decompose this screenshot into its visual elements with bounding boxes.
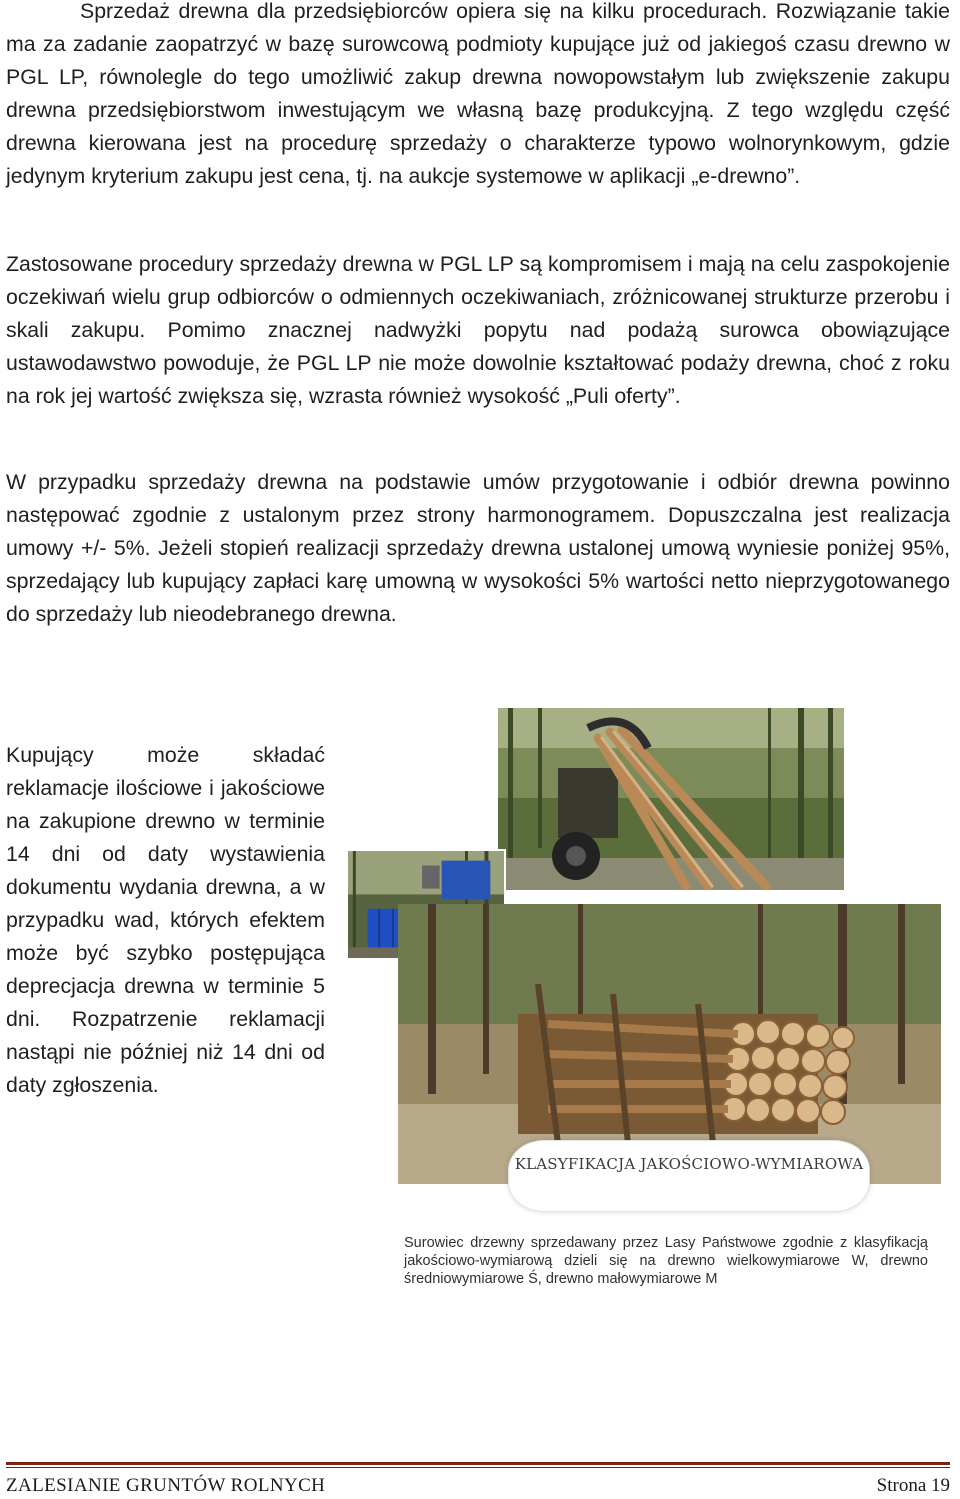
footer-rule [6, 1462, 950, 1465]
complaints-text: Kupujący może składać reklamacje ilościowe i jakościowe na zakupione drewno w terminie 14 dni od daty wystawienia dokumentu wydania drewna, a w przypadku wad, których efektem może być szybko postępująca deprecjacja drewna w terminie 5 dni. Rozpatrzenie reklamacji nastąpi nie później niż 14 dni od daty zgłoszenia. [6, 743, 325, 1097]
classification-title: KLASYFIKACJA JAKOŚCIOWO-WYMIAROWA [514, 1155, 864, 1173]
procedures-paragraph: Zastosowane procedury sprzedaży drewna w PGL LP są kompromisem i mają na celu zaspokojenie oczekiwań wielu grup odbiorców o odmiennych oczekiwaniach, zróżnicowanej strukturze przerobu i skali zakupu. Pomimo znacznej nadwyżki popytu nad podażą surowca obowiązujące ustawodawstwo powoduje, że PGL LP nie może dowolnie kształtować podaży drewna, choć z roku na rok jej wartość zwiększa się, wzrasta również wysokość „Puli oferty”. [6, 252, 950, 408]
contracts-paragraph: W przypadku sprzedaży drewna na podstawie umów przygotowanie i odbiór drewna powinno następować zgodnie z ustalonym przez strony harmonogramem. Dopuszczalna jest realizacja umowy +/- 5%. Jeżeli stopień realizacji sprzedaży drewna ustalonej umową wyniesie poniżej 95%, sprzedający lub kupujący zapłaci karę umowną w wysokości 5% wartości netto nieprzygotowanego do sprzedaży lub nieodebranego drewna. [6, 470, 950, 626]
footer-title: ZALESIANIE GRUNTÓW ROLNYCH [6, 1475, 326, 1496]
page-number: Strona 19 [876, 1475, 950, 1496]
forwarder-photo [498, 708, 844, 890]
classification-banner [508, 1140, 870, 1212]
intro-paragraph: Sprzedaż drewna dla przedsiębiorców opiera się na kilku procedurach. Rozwiązanie takie ma za zadanie zaopatrzyć w bazę surowcową podmioty kupujące już od jakiegoś czasu drewno w PGL LP, równolegle do tego umożliwić zakup drewna nowopowstałym lub zwiększenie zakupu drewna przedsiębiorstwom inwestującym we własną bazę produkcyjną. Z tego względu część drewna kierowana jest na procedurę sprzedaży o charakterze typowo wolnorynkowym, gdzie jedynym kryterium zakupu jest cena, tj. na aukcje systemowe w aplikacji „e-drewno”. [6, 0, 950, 188]
figure-caption: Surowiec drzewny sprzedawany przez Lasy Państwowe zgodnie z klasyfikacją jakościowo-wymiarową dzieli się na drewno wielkowymiarowe W, drewno średniowymiarowe Ś, drewno małowymiarowe M [404, 1235, 928, 1287]
footer-rule-thin [6, 1467, 950, 1468]
